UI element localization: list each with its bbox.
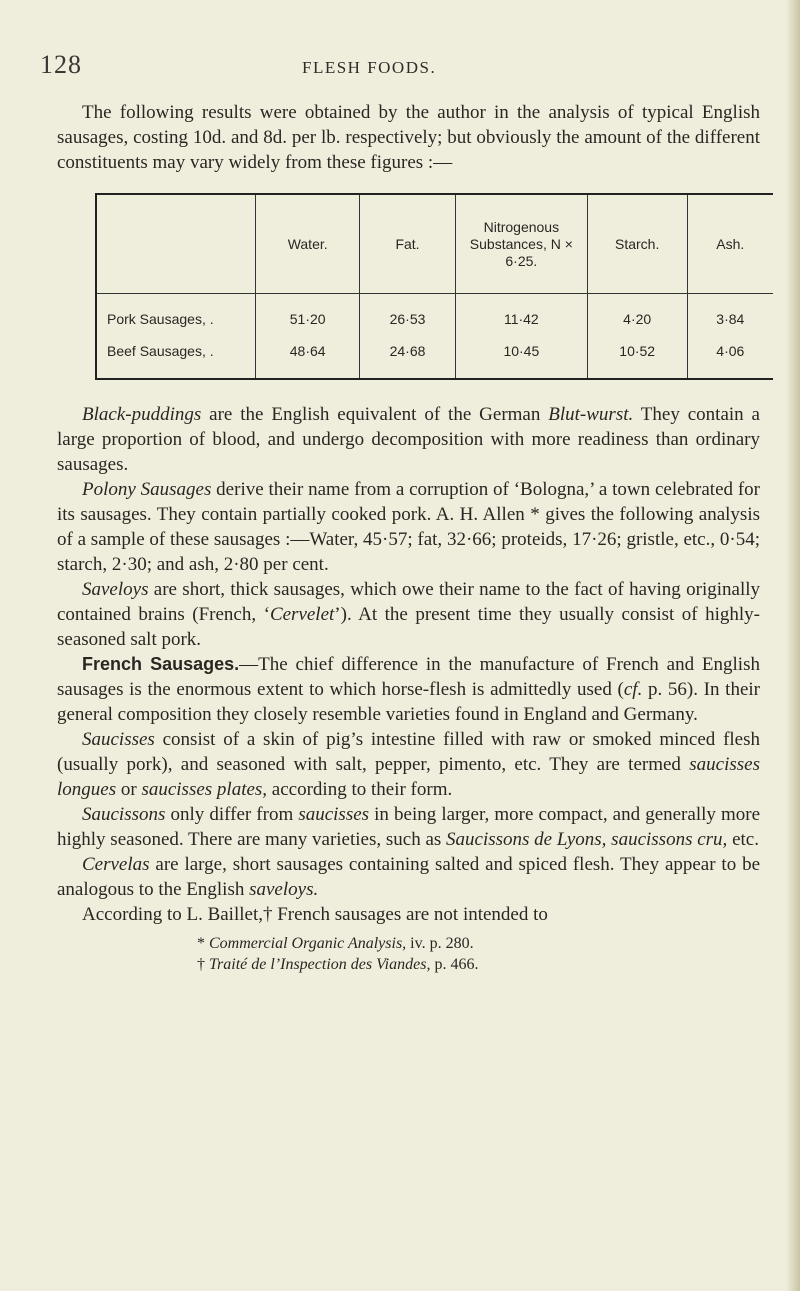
term-black-puddings: Black-puddings [82, 404, 202, 425]
paragraph-cervelas: Cervelas are large, short sausages containing salted and spiced flesh. They appear to be analogous to the English saveloys. [57, 854, 760, 900]
table-cell: 10·45 [455, 335, 587, 378]
term-polony: Polony Sausages [82, 479, 212, 500]
page-number: 128 [40, 50, 82, 79]
column-header-water: Water. [256, 195, 360, 294]
row-label: Pork Sausages, . [96, 294, 256, 336]
paragraph-black-puddings: Black-puddings are the English equivalent of the German Blut-wurst. They contain a large proportion of blood, and undergo decomposition with more readiness than ordinary sausages. [57, 404, 760, 475]
term-cervelas: Cervelas [82, 854, 150, 875]
footnote: † Traité de l’Inspection des Viandes, p. 466. [197, 956, 479, 973]
running-head: FLESH FOODS. [302, 58, 437, 77]
row-label: Beef Sausages, . [96, 335, 256, 378]
table-cell: 4·06 [687, 335, 773, 378]
paragraph-according: According to L. Baillet,† French sausages are not intended to [82, 904, 548, 925]
footnote: * Commercial Organic Analysis, iv. p. 280. [197, 935, 474, 952]
table-row-beef [96, 335, 773, 378]
table-cell: 26·53 [360, 294, 456, 336]
table-cell: 24·68 [360, 335, 456, 378]
paragraph-saucissons: Saucissons only differ from saucisses in being larger, more compact, and generally more highly seasoned. There are many varieties, such as Saucissons de Lyons, saucissons cru, etc. [57, 804, 760, 850]
intro-paragraph: The following results were obtained by the author in the analysis of typical English sausages, costing 10d. and 8d. per lb. respectively; but obviously the amount of the different constituents may vary widely from these figures :— [57, 102, 760, 173]
term-saucissons: Saucissons [82, 804, 166, 825]
table-cell: 11·42 [455, 294, 587, 336]
column-header-nitrogenous: Nitrogenous Substances, N × 6·25. [455, 195, 587, 294]
term-saucisses: Saucisses [82, 729, 155, 750]
paragraph-saucisses: Saucisses consist of a skin of pig’s intestine filled with raw or smoked minced flesh (usually pork), and seasoned with salt, pepper, pimento, etc. They are termed saucisses longues or saucisses plates, according to their form. [57, 729, 760, 800]
table-cell: 4·20 [587, 294, 687, 336]
table-row-pork [96, 294, 773, 336]
page-body [57, 100, 760, 975]
paragraph-french-sausages: French Sausages.—The chief difference in the manufacture of French and English sausages is the enormous extent to which horse-flesh is admittedly used (cf. p. 56). In their general composition they closely resemble varieties found in England and Germany. [57, 654, 760, 725]
table-header-row [96, 195, 773, 294]
term-saveloys: Saveloys [82, 579, 149, 600]
column-header-ash: Ash. [687, 195, 773, 294]
paragraph-polony: Polony Sausages derive their name from a corruption of ‘Bologna,’ a town celebrated for its sausages. They contain partially cooked pork. A. H. Allen * gives the following analysis of a sample of these sausages :—Water, 45·57; fat, 32·66; proteids, 17·26; gristle, etc., 0·54; starch, 2·30; and ash, 2·80 per cent. [57, 479, 760, 575]
table-cell: 51·20 [256, 294, 360, 336]
section-heading-french-sausages: French Sausages. [82, 654, 240, 674]
analysis-table [95, 193, 773, 380]
table-cell: 10·52 [587, 335, 687, 378]
table-cell: 3·84 [687, 294, 773, 336]
paragraph-saveloys: Saveloys are short, thick sausages, which owe their name to the fact of having originally contained brains (French, ‘Cervelet’). At the present time they usually consist of highly-seasoned salt pork. [57, 579, 760, 650]
page-edge-shadow [786, 0, 800, 1291]
column-header-fat: Fat. [360, 195, 456, 294]
term-cervelet: Cervelet [269, 604, 335, 625]
page-header [40, 50, 740, 84]
column-header-blank [96, 195, 256, 294]
table-cell: 48·64 [256, 335, 360, 378]
footnotes [57, 933, 760, 975]
column-header-starch: Starch. [587, 195, 687, 294]
term-blut-wurst: Blut-wurst. [548, 404, 634, 425]
